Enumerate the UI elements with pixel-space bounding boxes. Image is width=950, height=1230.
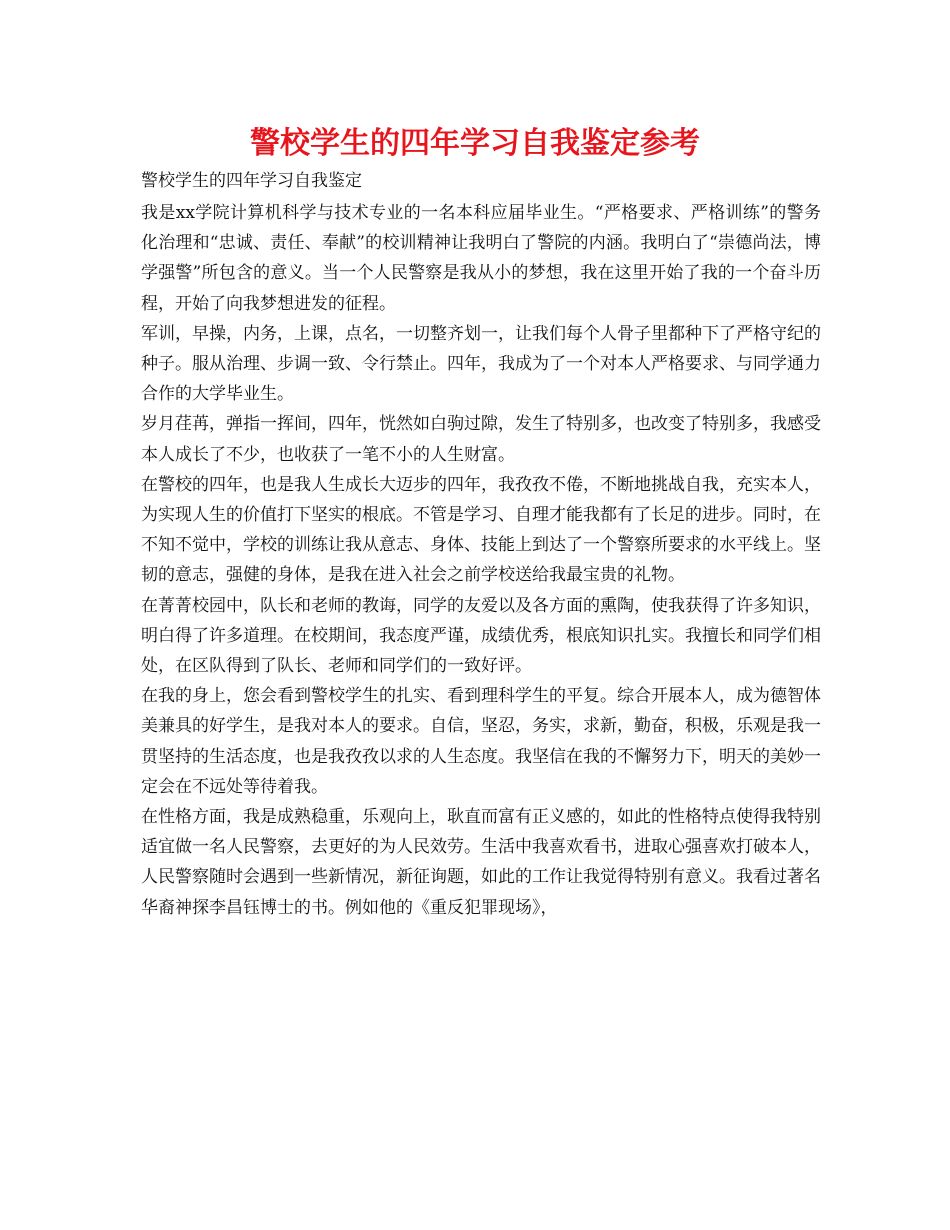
paragraph: 在警校的四年，也是我人生成长大迈步的四年，我孜孜不倦，不断地挑战自我，充实本人，为实现人生的价值打下坚实的根底。不管是学习、自理才能我都有了长足的进步。同时，在不知不觉中，学校的训练让我从意志、身体、技能上到达了一个警察所要求的水平线上。坚韧的意志，强健的身体，是我在进入社会之前学校送给我最宝贵的礼物。 [141,474,821,586]
paragraph: 在性格方面，我是成熟稳重，乐观向上，耿直而富有正义感的，如此的性格特点使得我特别适宜做一名人民警察，去更好的为人民效劳。生活中我喜欢看书，进取心强喜欢打破本人，人民警察随时会遇到一些新情况，新征询题，如此的工作让我觉得特别有意义。我看过著名华裔神探李昌钰博士的书。例如他的《重反犯罪现场》， [141,807,821,918]
paragraph: 岁月荏苒，弹指一挥间，四年，恍然如白驹过隙，发生了特别多，也改变了特别多，我感受本人成长了不少，也收获了一笔不小的人生财富。 [141,414,821,465]
document-subtitle: 警校学生的四年学习自我鉴定 [141,171,362,191]
paragraph: 在我的身上，您会看到警校学生的扎实、看到理科学生的平复。综合开展本人，成为德智体美兼具的好学生，是我对本人的要求。自信，坚忍，务实，求新，勤奋，积极，乐观是我一贯坚持的生活态度，也是我孜孜以求的人生态度。我坚信在我的不懈努力下，明天的美妙一定会在不远处等待着我。 [141,686,821,797]
paragraph: 我是xx学院计算机科学与技术专业的一名本科应届毕业生。“严格要求、严格训练”的警务化治理和“忠诚、责任、奉献”的校训精神让我明白了警院的内涵。我明白了“崇德尚法，博学强警”所包含的意义。当一个人民警察是我从小的梦想，我在这里开始了我的一个奋斗历程，开始了向我梦想进发的征程。 [141,203,821,314]
paragraph: 军训，早操，内务，上课，点名，一切整齐划一，让我们每个人骨子里都种下了严格守纪的种子。服从治理、步调一致、令行禁止。四年，我成为了一个对本人严格要求、与同学通力合作的大学毕业生。 [141,323,821,405]
document-title: 警校学生的四年学习自我鉴定参考 [250,126,700,161]
document-body [141,198,821,923]
paragraph: 在菁菁校园中，队长和老师的教诲，同学的友爱以及各方面的熏陶，使我获得了许多知识，明白得了许多道理。在校期间，我态度严谨，成绩优秀，根底知识扎实。我擅长和同学们相处，在区队得到了队长、老师和同学们的一致好评。 [141,595,821,677]
